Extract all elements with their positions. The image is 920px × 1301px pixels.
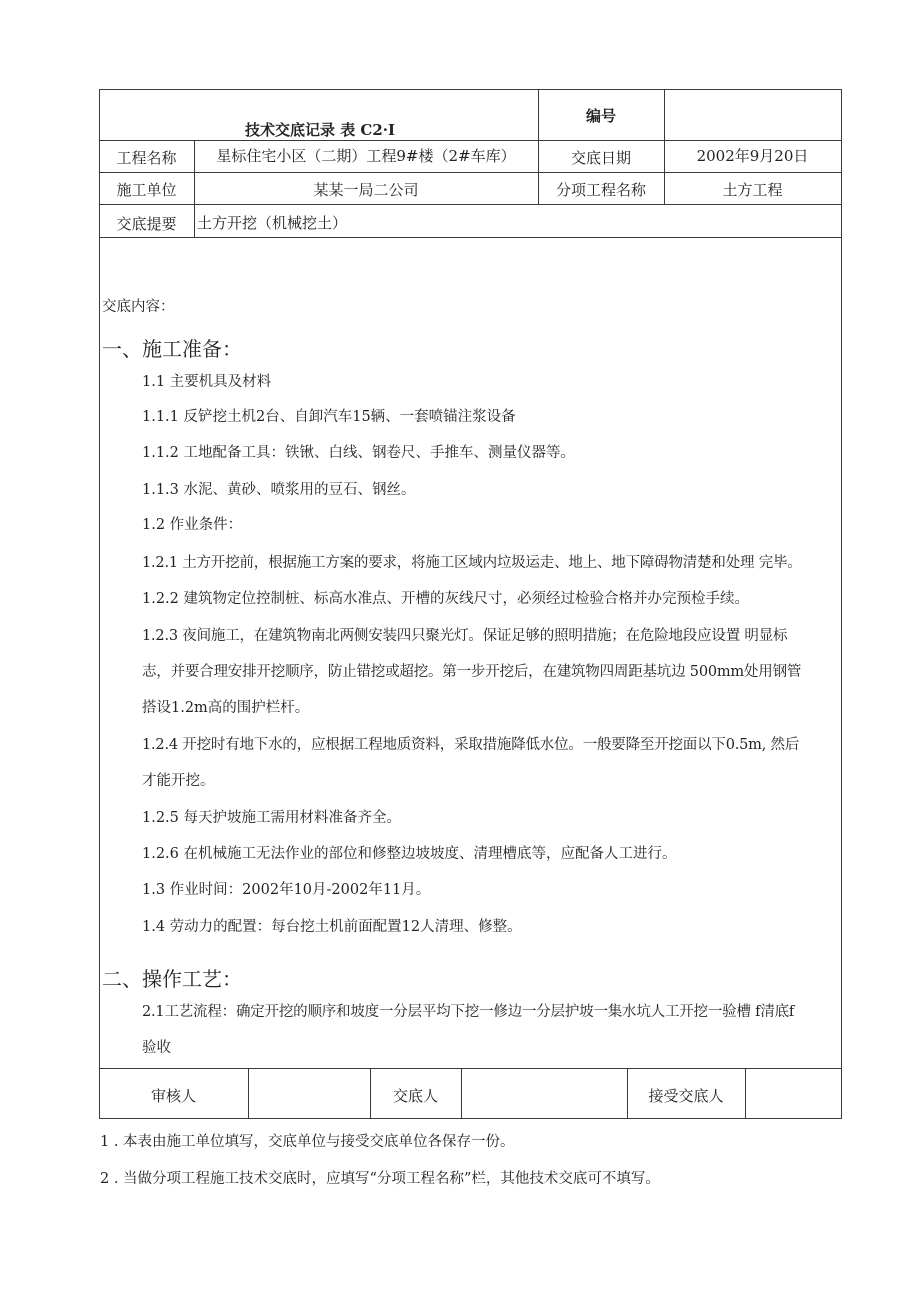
paragraph: 1.1.3 水泥、黄砂、喷浆用的豆石、钢丝。 (142, 482, 416, 498)
receiver-label: 接受交底人 (648, 1087, 724, 1105)
form-title: 技术交底记录 表 C2·I (244, 121, 396, 139)
disclosure-date-value: 2002年9月20日 (696, 147, 809, 165)
paragraph: 1.2.3 夜间施工，在建筑物南北两侧安装四只聚光灯。保证足够的照明措施；在危险地段应设置 明显标 (142, 628, 788, 644)
table-rule (248, 1068, 249, 1118)
paragraph: 志，并要合理安排开挖顺序，防止错挖或超挖。第一步开挖后，在建筑物四周距基坑边 500mm处用钢管 (142, 664, 802, 680)
construction-unit-label: 施工单位 (116, 181, 177, 199)
project-name-value: 星标住宅小区（二期）工程9#楼（2#车库） (216, 147, 516, 165)
disclosure-date-label: 交底日期 (570, 149, 631, 167)
table-rule (99, 204, 842, 205)
paragraph: 1.2.5 每天护坡施工需用材料准备齐全。 (142, 810, 402, 826)
table-border-right (841, 89, 842, 1119)
table-rule (99, 237, 842, 238)
paragraph: 1.1.2 工地配备工具：铁锹、白线、钢卷尺、手推车、测量仪器等。 (142, 445, 576, 461)
paragraph: 1.2.6 在机械施工无法作业的部位和修整边坡坡度、清理槽底等，应配备人工进行。 (142, 846, 677, 862)
section-heading-preparation: 一、施工准备： (102, 337, 242, 361)
paragraph: 搭设1.2m高的围护栏杆。 (142, 700, 310, 716)
table-rule (99, 1068, 842, 1069)
sub-project-value: 土方工程 (722, 181, 783, 199)
number-label: 编号 (585, 107, 616, 125)
table-border-bottom (99, 1118, 842, 1119)
summary-label: 交底提要 (116, 215, 177, 233)
summary-value: 土方开挖（机械挖土） (197, 214, 348, 232)
paragraph: 1.2 作业条件： (142, 517, 243, 533)
paragraph: 1.2.1 土方开挖前，根据施工方案的要求，将施工区域内垃圾运走、地上、地下障碍物清楚和处理 完毕。 (142, 555, 802, 571)
paragraph: 1.3 作业时间：2002年10月-2002年11月。 (142, 882, 431, 898)
sub-project-label: 分项工程名称 (555, 181, 646, 199)
project-name-label: 工程名称 (116, 149, 177, 167)
content-label: 交底内容： (102, 299, 175, 315)
table-rule (99, 172, 842, 173)
table-border-top (99, 89, 842, 90)
construction-unit-value: 某某一局二公司 (313, 181, 419, 199)
table-rule (745, 1068, 746, 1118)
table-rule (99, 140, 842, 141)
paragraph: 才能开挖。 (142, 773, 215, 789)
table-rule (461, 1068, 462, 1118)
paragraph: 1.2.4 开挖时有地下水的，应根据工程地质资料，采取措施降低水位。一般要降至开挖面以下0.5m, 然后 (142, 737, 800, 753)
paragraph: 2.1工艺流程：确定开挖的顺序和坡度一分层平均下挖一修边一分层护坡一集水坑人工开挖一验槽 f清底f (142, 1004, 795, 1020)
paragraph: 1.2.2 建筑物定位控制桩、标高水准点、开槽的灰线尺寸，必须经过检验合格并办完预检手续。 (142, 591, 749, 607)
paragraph: 1.1 主要机具及材料 (142, 374, 272, 390)
paragraph: 1.4 劳动力的配置：每台挖土机前面配置12人清理、修整。 (142, 919, 522, 935)
footnote: 1 . 本表由施工单位填写，交底单位与接受交底单位各保存一份。 (100, 1134, 515, 1150)
footnote: 2 . 当做分项工程施工技术交底时，应填写“分项工程名称”栏，其他技术交底可不填写。 (100, 1171, 660, 1187)
table-border-left (99, 89, 100, 1119)
paragraph: 验收 (142, 1040, 171, 1056)
discloser-label: 交底人 (392, 1087, 438, 1105)
paragraph: 1.1.1 反铲挖土机2台、自卸汽车15辆、一套喷锚注浆设备 (142, 409, 516, 425)
section-heading-process: 二、操作工艺： (102, 967, 242, 991)
reviewer-label: 审核人 (150, 1087, 196, 1105)
